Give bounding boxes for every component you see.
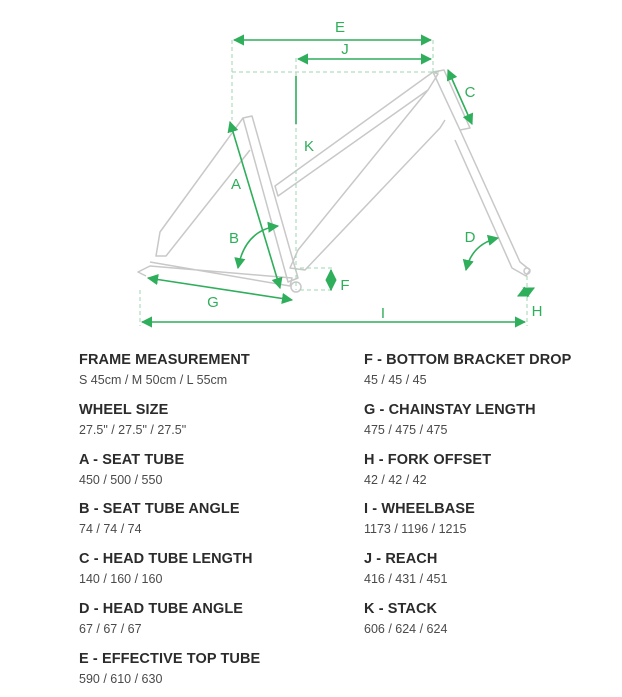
dim-label-j: J bbox=[341, 41, 349, 58]
spec-title: WHEEL SIZE bbox=[79, 402, 169, 418]
spec-seat-tube bbox=[79, 451, 349, 488]
dim-label-d: D bbox=[464, 229, 476, 246]
spec-value: 416 / 431 / 451 bbox=[364, 572, 448, 586]
spec-value: 45 / 45 / 45 bbox=[364, 373, 427, 387]
spec-effective-top-tube bbox=[79, 650, 349, 687]
spec-title: E - EFFECTIVE TOP TUBE bbox=[79, 651, 261, 667]
dim-label-f: F bbox=[340, 277, 350, 294]
spec-title: B - SEAT TUBE ANGLE bbox=[79, 501, 240, 517]
spec-frame-measurement bbox=[79, 351, 349, 388]
dim-a-line bbox=[230, 122, 280, 288]
spec-wheel-size bbox=[79, 401, 349, 438]
spec-wheelbase bbox=[364, 500, 622, 537]
spec-fork-offset bbox=[364, 451, 622, 488]
spec-stack bbox=[364, 600, 622, 637]
spec-title: D - HEAD TUBE ANGLE bbox=[79, 601, 244, 617]
spec-value: 27.5" / 27.5" / 27.5" bbox=[79, 423, 187, 437]
spec-title: J - REACH bbox=[364, 551, 438, 567]
spec-bottom-bracket-drop bbox=[364, 351, 622, 388]
spec-title: A - SEAT TUBE bbox=[79, 452, 185, 468]
dim-label-a: A bbox=[230, 176, 242, 193]
dim-label-g: G bbox=[207, 294, 219, 311]
dim-label-i: I bbox=[380, 305, 386, 322]
spec-title: K - STACK bbox=[364, 601, 438, 617]
spec-title: H - FORK OFFSET bbox=[364, 452, 492, 468]
spec-value: 74 / 74 / 74 bbox=[79, 522, 142, 536]
dim-label-b: B bbox=[228, 230, 240, 247]
spec-value: 42 / 42 / 42 bbox=[364, 473, 427, 487]
spec-value: 67 / 67 / 67 bbox=[79, 622, 142, 636]
dim-label-c: C bbox=[464, 84, 476, 101]
spec-chainstay-length bbox=[364, 401, 622, 438]
dimension-lines bbox=[142, 40, 534, 322]
spec-reach bbox=[364, 550, 622, 587]
spec-title: I - WHEELBASE bbox=[364, 501, 475, 517]
dim-label-e: E bbox=[334, 19, 346, 36]
spec-title: C - HEAD TUBE LENGTH bbox=[79, 551, 253, 567]
dim-label-h: H bbox=[531, 303, 543, 320]
spec-value: S 45cm / M 50cm / L 55cm bbox=[79, 373, 228, 387]
bike-geometry-diagram bbox=[0, 0, 622, 340]
spec-value: 450 / 500 / 550 bbox=[79, 473, 163, 487]
spec-title: G - CHAINSTAY LENGTH bbox=[364, 402, 536, 418]
dim-h-line bbox=[518, 288, 534, 296]
spec-value: 475 / 475 / 475 bbox=[364, 423, 448, 437]
spec-head-tube-angle bbox=[79, 600, 349, 637]
spec-title: F - BOTTOM BRACKET DROP bbox=[364, 352, 572, 368]
spec-head-tube-length bbox=[79, 550, 349, 587]
spec-value: 1173 / 1196 / 1215 bbox=[364, 522, 467, 536]
spec-value: 606 / 624 / 624 bbox=[364, 622, 448, 636]
dim-g-line bbox=[148, 278, 292, 300]
frame-outline bbox=[138, 70, 530, 292]
guide-lines bbox=[140, 40, 527, 326]
spec-value: 140 / 160 / 160 bbox=[79, 572, 163, 586]
spec-seat-tube-angle bbox=[79, 500, 349, 537]
dim-label-k: K bbox=[303, 138, 315, 155]
spec-value: 590 / 610 / 630 bbox=[79, 672, 163, 686]
spec-title: FRAME MEASUREMENT bbox=[79, 352, 250, 368]
